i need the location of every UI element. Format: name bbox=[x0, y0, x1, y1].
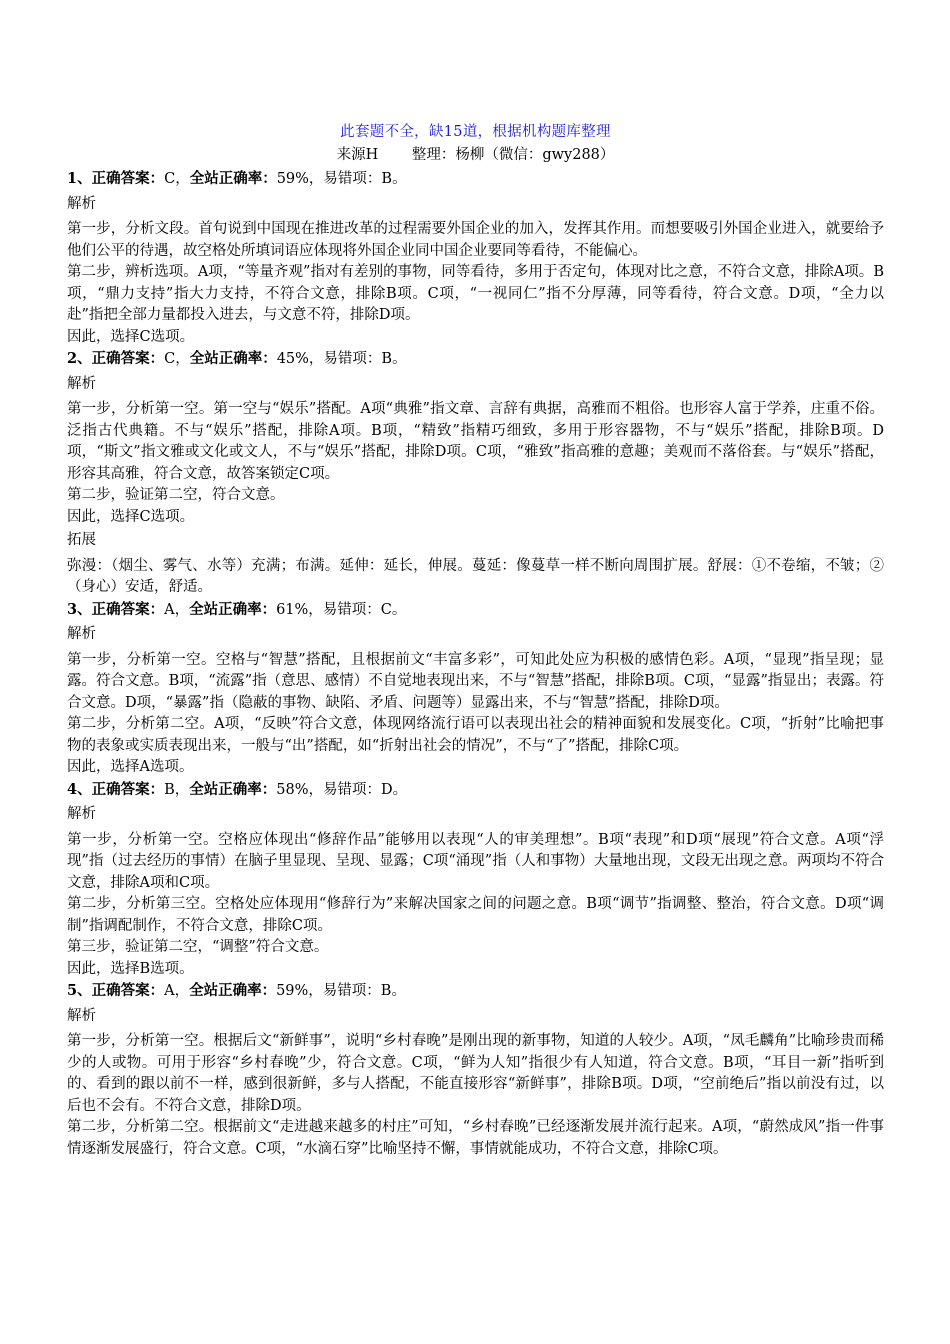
question-number: 5、 bbox=[67, 982, 92, 999]
rate-value: 58%，易错项：D。 bbox=[276, 781, 408, 798]
rate-label: 全站正确率： bbox=[189, 600, 277, 618]
analysis-label: 解析 bbox=[67, 375, 96, 392]
answer-line bbox=[67, 168, 884, 191]
analysis-label: 解析 bbox=[67, 626, 96, 642]
answer-value: A， bbox=[164, 983, 190, 999]
analysis-paragraph: 第二步，分析第三空。空格处应体现用“修辞行为”来解决国家之间的问题之意。B项“调节”指调整、整治，符合文意。D项“调制”指调配制作，不符合文意，排除C项。 bbox=[67, 896, 884, 934]
analysis-paragraph: 第二步，分析第二空。A项，“反映”符合文意，体现网络流行语可以表现出社会的精神面貌和发展变化。C项，“折射”比喻把事物的表象或实质表现出来，一般与“出”搭配，如“折射出社会的情况”，不与“了”搭配，排除C项。 bbox=[67, 716, 884, 754]
extension-paragraph: 弥漫：（烟尘、雾气、水等）充满；布满。延伸：延长，伸展。蔓延：像蔓草一样不断向周围扩展。舒展：①不卷缩，不皱；②（身心）安适，舒适。 bbox=[67, 557, 884, 595]
answer-value: C， bbox=[164, 351, 190, 367]
rate-label: 全站正确率： bbox=[189, 982, 277, 999]
answer-label: 正确答案： bbox=[91, 170, 165, 187]
analysis-paragraph: 第二步，验证第二空，符合文意。 bbox=[67, 487, 285, 503]
analysis-paragraph: 第一步，分析第一空。根据后文“新鲜事”，说明“乡村春晚”是刚出现的新事物，知道的人较少。A项，“凤毛麟角”比喻珍贵而稀少的人或物。可用于形容“乡村春晚”少，符合文意。C项，“鲜为人知”指很少有人知道，符合文意。B项，“耳目一新”指听到的、看到的跟以前不一样，感到很新鲜，多与人搭配，不能直接形容“新鲜事”，排除B项。D项，“空前绝后”指以前没有过，以后也不会有。不符合文意，排除D项。 bbox=[67, 1033, 884, 1114]
analysis-paragraph: 因此，选择A选项。 bbox=[67, 759, 194, 775]
answer-label: 正确答案： bbox=[91, 350, 165, 367]
analysis-paragraph: 因此，选择C选项。 bbox=[67, 508, 195, 525]
answer-line bbox=[67, 980, 884, 1003]
question-block-3 bbox=[67, 599, 884, 779]
question-number: 4、 bbox=[67, 780, 92, 798]
question-number: 1、 bbox=[67, 170, 92, 187]
analysis-paragraph: 第三步，验证第二空，“调整”符合文意。 bbox=[67, 939, 329, 955]
analysis-paragraph: 第一步，分析第一空。空格应体现出“修辞作品”能够用以表现“人的审美理想”。B项“表现”和D项“展现”符合文意。A项“浮现”指（过去经历的事情）在脑子里显现、呈现、显露；C项“涌现”指（人和事物）大量地出现，文段无出现之意。两项均不符合文意，排除A项和C项。 bbox=[67, 831, 884, 891]
rate-value: 59%，易错项：B。 bbox=[276, 171, 407, 187]
analysis-paragraph: 第一步，分析第一空。第一空与“娱乐”搭配。A项“典雅”指文章、言辞有典据，高雅而不粗俗。也形容人富于学养，庄重不俗。泛指古代典籍。不与“娱乐”搭配，排除A项。B项，“精致”指精巧细致，多用于形容器物，不与“娱乐”搭配，排除B项。D项，“斯文”指文雅或文化或文人，不与“娱乐”搭配，排除D项。C项，“雅致”指高雅的意趣；美观而不落俗套。与“娱乐”搭配，形容其高雅，符合文意，故答案锁定C项。 bbox=[67, 401, 884, 482]
question-number: 3、 bbox=[67, 600, 92, 618]
rate-value: 61%，易错项：C。 bbox=[276, 601, 407, 618]
analysis-label: 解析 bbox=[67, 1007, 96, 1024]
extension-label: 拓展 bbox=[67, 532, 96, 548]
rate-label: 全站正确率： bbox=[189, 780, 277, 798]
answer-label: 正确答案： bbox=[91, 600, 165, 618]
answer-label: 正确答案： bbox=[91, 780, 165, 798]
answer-label: 正确答案： bbox=[91, 982, 165, 999]
analysis-label: 解析 bbox=[67, 195, 96, 212]
answer-value: C， bbox=[164, 171, 190, 187]
rate-label: 全站正确率： bbox=[189, 170, 277, 187]
document-source-line: 来源H 整理：杨柳（微信：gwy288） bbox=[336, 146, 615, 163]
answer-line bbox=[67, 599, 884, 622]
answer-line bbox=[67, 348, 884, 371]
answer-value: A， bbox=[164, 601, 190, 618]
document-title: 此套题不全，缺15道，根据机构题库整理 bbox=[340, 124, 611, 140]
question-block-5 bbox=[67, 980, 884, 1160]
analysis-paragraph: 因此，选择C选项。 bbox=[67, 328, 195, 345]
question-block-1 bbox=[67, 168, 884, 348]
rate-value: 45%，易错项：B。 bbox=[276, 351, 407, 367]
rate-value: 59%，易错项：B。 bbox=[276, 983, 406, 999]
question-block-4 bbox=[67, 779, 884, 981]
analysis-paragraph: 第二步，辨析选项。A项，“等量齐观”指对有差别的事物，同等看待，多用于否定句，体现对比之意，不符合文意，排除A项。B项，“鼎力支持”指大力支持，不符合文意，排除B项。C项，“一视同仁”指不分厚薄，同等看待，符合文意。D项，“全力以赴”指把全部力量都投入进去，与文意不符，排除D项。 bbox=[67, 264, 884, 323]
analysis-paragraph: 第一步，分析文段。首句说到中国现在推进改革的过程需要外国企业的加入，发挥其作用。而想要吸引外国企业进入，就要给予他们公平的待遇，故空格处所填词语应体现将外国企业同中国企业要同等看待，不能偏心。 bbox=[67, 221, 884, 259]
analysis-label: 解析 bbox=[67, 806, 96, 822]
analysis-paragraph: 因此，选择B选项。 bbox=[67, 960, 194, 977]
question-block-2 bbox=[67, 348, 884, 599]
analysis-paragraph: 第二步，分析第二空。根据前文“走进越来越多的村庄”可知，“乡村春晚”已经逐渐发展并流行起来。A项，“蔚然成风”指一件事情逐渐发展盛行，符合文意。C项，“水滴石穿”比喻坚持不懈，事情就能成功，不符合文意，排除C项。 bbox=[67, 1119, 884, 1157]
question-number: 2、 bbox=[67, 350, 92, 367]
answer-value: B， bbox=[164, 781, 190, 798]
analysis-paragraph: 第一步，分析第一空。空格与“智慧”搭配，且根据前文“丰富多彩”，可知此处应为积极的感情色彩。A项，“显现”指呈现；显露。符合文意。B项，“流露”指（意思、感情）不自觉地表现出来，不与“智慧”搭配，排除B项。C项，“显露”指显出；表露。符合文意。D项，“暴露”指（隐蔽的事物、缺陷、矛盾、问题等）显露出来，不与“智慧”搭配，排除D项。 bbox=[67, 651, 884, 711]
rate-label: 全站正确率： bbox=[189, 350, 277, 367]
answer-line bbox=[67, 779, 884, 802]
